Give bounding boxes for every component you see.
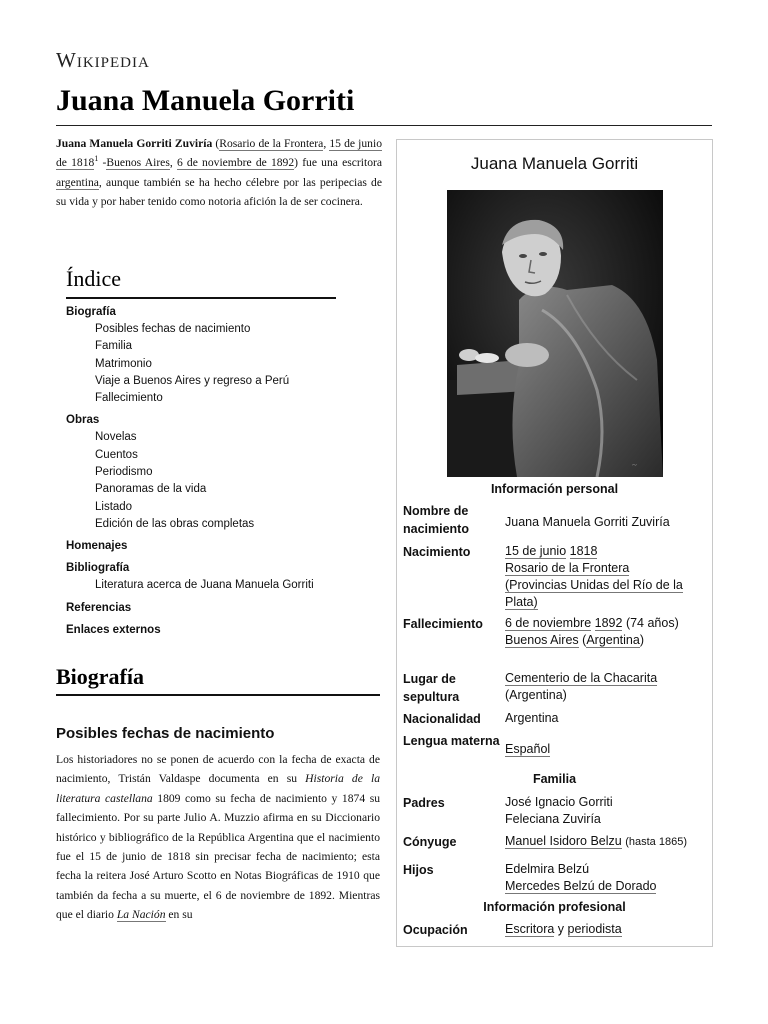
link-la-nacion[interactable]: La Nación bbox=[116, 908, 166, 922]
subsection-heading-fechas: Posibles fechas de nacimiento bbox=[56, 725, 275, 742]
toc-item-novelas[interactable]: Novelas bbox=[95, 431, 137, 444]
parent-father: José Ignacio Gorriti bbox=[505, 795, 613, 809]
table-of-contents bbox=[66, 304, 314, 639]
death-age: (74 años) bbox=[622, 616, 679, 630]
infobox-value bbox=[505, 670, 707, 704]
link-language[interactable]: Español bbox=[505, 742, 551, 756]
footnote-ref[interactable]: 1 bbox=[94, 154, 99, 164]
infobox-value bbox=[505, 794, 707, 828]
link-death-place[interactable]: Buenos Aires bbox=[505, 633, 579, 647]
link-deathdate[interactable]: 6 de noviembre de 1892 bbox=[176, 156, 295, 170]
infobox-label: Ocupación bbox=[403, 923, 468, 937]
infobox-section-personal: Información personal bbox=[490, 482, 619, 496]
link-death-year[interactable]: 1892 bbox=[594, 616, 623, 630]
infobox-value: 6 de noviembre 1892 (74 años) Buenos Aires (Argentina) bbox=[505, 616, 679, 647]
link-birthplace[interactable]: Rosario de la Frontera bbox=[219, 137, 324, 150]
toc-item-familia[interactable]: Familia bbox=[95, 340, 133, 353]
infobox-value bbox=[505, 921, 707, 938]
link-deathplace[interactable]: Buenos Aires bbox=[106, 156, 170, 170]
link-spouse[interactable]: Manuel Isidoro Belzu bbox=[505, 834, 622, 848]
toc-item-enlaces[interactable]: Enlaces externos bbox=[66, 623, 161, 636]
infobox-value: Argentina bbox=[505, 711, 559, 725]
toc-divider bbox=[66, 297, 336, 299]
section-divider bbox=[56, 694, 380, 696]
infobox-label: Padres bbox=[403, 796, 445, 810]
link-occupation-journalist[interactable]: periodista bbox=[567, 922, 622, 936]
infobox-label: Fallecimiento bbox=[403, 617, 483, 631]
link-burial-place[interactable]: Cementerio de la Chacarita bbox=[505, 671, 658, 685]
toc-item-matrimonio[interactable]: Matrimonio bbox=[95, 357, 152, 370]
page-title: Juana Manuela Gorriti bbox=[56, 84, 355, 117]
book-title: Historia de la literatura castellana bbox=[56, 772, 381, 805]
occupation-sep: y bbox=[554, 922, 568, 936]
link-birth-place[interactable]: Rosario de la Frontera bbox=[505, 561, 630, 575]
toc-item-listado[interactable]: Listado bbox=[95, 500, 133, 513]
toc-item-biografia[interactable]: Biografía bbox=[66, 306, 116, 318]
toc-item-bibliografia[interactable]: Bibliografía bbox=[66, 562, 130, 575]
link-death-day[interactable]: 6 de noviembre bbox=[505, 616, 592, 630]
toc-item-homenajes[interactable]: Homenajes bbox=[66, 540, 128, 553]
infobox bbox=[396, 139, 713, 947]
section-heading-biografia: Biografía bbox=[56, 664, 144, 689]
toc-item-viaje[interactable]: Viaje a Buenos Aires y regreso a Perú bbox=[95, 374, 290, 387]
toc-title: Índice bbox=[66, 266, 121, 291]
infobox-label: Lugar de sepultura bbox=[403, 672, 460, 704]
burial-country: (Argentina) bbox=[505, 688, 567, 702]
body-text: en su bbox=[165, 908, 193, 922]
toc-item-obras[interactable]: Obras bbox=[66, 414, 100, 427]
intro-text: , aunque también se ha hecho célebre por las peripecias de su vida y por haber tenido como notoria afición la de ser cocinera. bbox=[56, 175, 382, 209]
link-child-2[interactable]: Mercedes Belzú de Dorado bbox=[505, 879, 657, 893]
link-nationality[interactable]: argentina bbox=[56, 175, 99, 189]
parent-mother: Feleciana Zuviría bbox=[505, 812, 601, 826]
toc-item-fechas[interactable]: Posibles fechas de nacimiento bbox=[95, 323, 251, 335]
spouse-period: (hasta 1865) bbox=[625, 836, 687, 848]
link-birth-day[interactable]: 15 de junio bbox=[505, 544, 567, 558]
intro-text: , bbox=[169, 156, 177, 170]
link-birth-year[interactable]: 1818 bbox=[569, 544, 598, 558]
wikipedia-wordmark[interactable]: Wikipedia bbox=[56, 48, 150, 72]
toc-item-literatura[interactable]: Literatura acerca de Juana Manuela Gorriti bbox=[95, 579, 314, 592]
intro-text: - bbox=[98, 156, 107, 170]
title-divider bbox=[56, 125, 712, 126]
infobox-value bbox=[505, 861, 707, 895]
toc-item-referencias[interactable]: Referencias bbox=[66, 601, 132, 614]
child-1: Edelmira Belzú bbox=[505, 862, 590, 876]
intro-text: , bbox=[323, 137, 330, 150]
link-occupation-writer[interactable]: Escritora bbox=[505, 922, 555, 936]
link-death-country[interactable]: Argentina bbox=[586, 633, 640, 647]
infobox-value bbox=[505, 833, 707, 851]
infobox-label: Lengua materna bbox=[403, 734, 500, 748]
intro-bold-name: Juana Manuela Gorriti Zuviría bbox=[56, 137, 213, 150]
infobox-title: Juana Manuela Gorriti bbox=[470, 154, 639, 173]
infobox-section-family: Familia bbox=[532, 772, 577, 786]
toc-item-cuentos[interactable]: Cuentos bbox=[95, 448, 138, 461]
body-paragraph bbox=[56, 750, 380, 925]
infobox-section-professional: Información profesional bbox=[483, 900, 626, 914]
portrait-image[interactable] bbox=[447, 190, 663, 477]
toc-item-edicion[interactable]: Edición de las obras completas bbox=[95, 517, 255, 530]
infobox-label: Cónyuge bbox=[403, 835, 457, 849]
infobox-value bbox=[505, 543, 707, 611]
link-birth-country[interactable]: (Provincias Unidas del Río de la Plata) bbox=[505, 578, 683, 609]
intro-paragraph bbox=[56, 134, 382, 212]
infobox-value bbox=[505, 741, 707, 758]
toc-item-panoramas[interactable]: Panoramas de la vida bbox=[95, 483, 207, 496]
infobox-label: Nombre de nacimiento bbox=[403, 504, 469, 536]
intro-text: ) fue una escritora bbox=[294, 156, 383, 170]
infobox-label: Nacionalidad bbox=[403, 712, 481, 726]
toc-item-periodismo[interactable]: Periodismo bbox=[95, 466, 153, 479]
link-birthdate[interactable]: 15 de junio de 1818 bbox=[56, 137, 382, 170]
toc-item-fallecimiento[interactable]: Fallecimiento bbox=[95, 392, 163, 405]
intro-text: ( bbox=[212, 137, 220, 150]
body-text: Los historiadores no se ponen de acuerdo con la fecha de exacta de nacimiento, Tristán Valdaspe documenta en su bbox=[56, 753, 380, 786]
infobox-label: Nacimiento bbox=[403, 545, 471, 559]
infobox-label: Hijos bbox=[403, 863, 434, 877]
svg-text:~: ~ bbox=[632, 460, 637, 470]
infobox-value: Juana Manuela Gorriti Zuviría bbox=[505, 515, 670, 529]
body-text: 1809 como su fecha de nacimiento y 1874 su fallecimiento. Por su parte Julio A. Muzzio afirma en su Diccionario histórico y bibliográfico de la República Argentina que el nacimiento fue el 15 de junio de 1818 sin precisar fecha de nacimiento; esta fecha la reitera José Arturo Scotto en Notas Biográficas de 1910 que también da fecha a su muerte, el 6 de noviembre de 1892. Mientras que el diario bbox=[56, 791, 380, 922]
